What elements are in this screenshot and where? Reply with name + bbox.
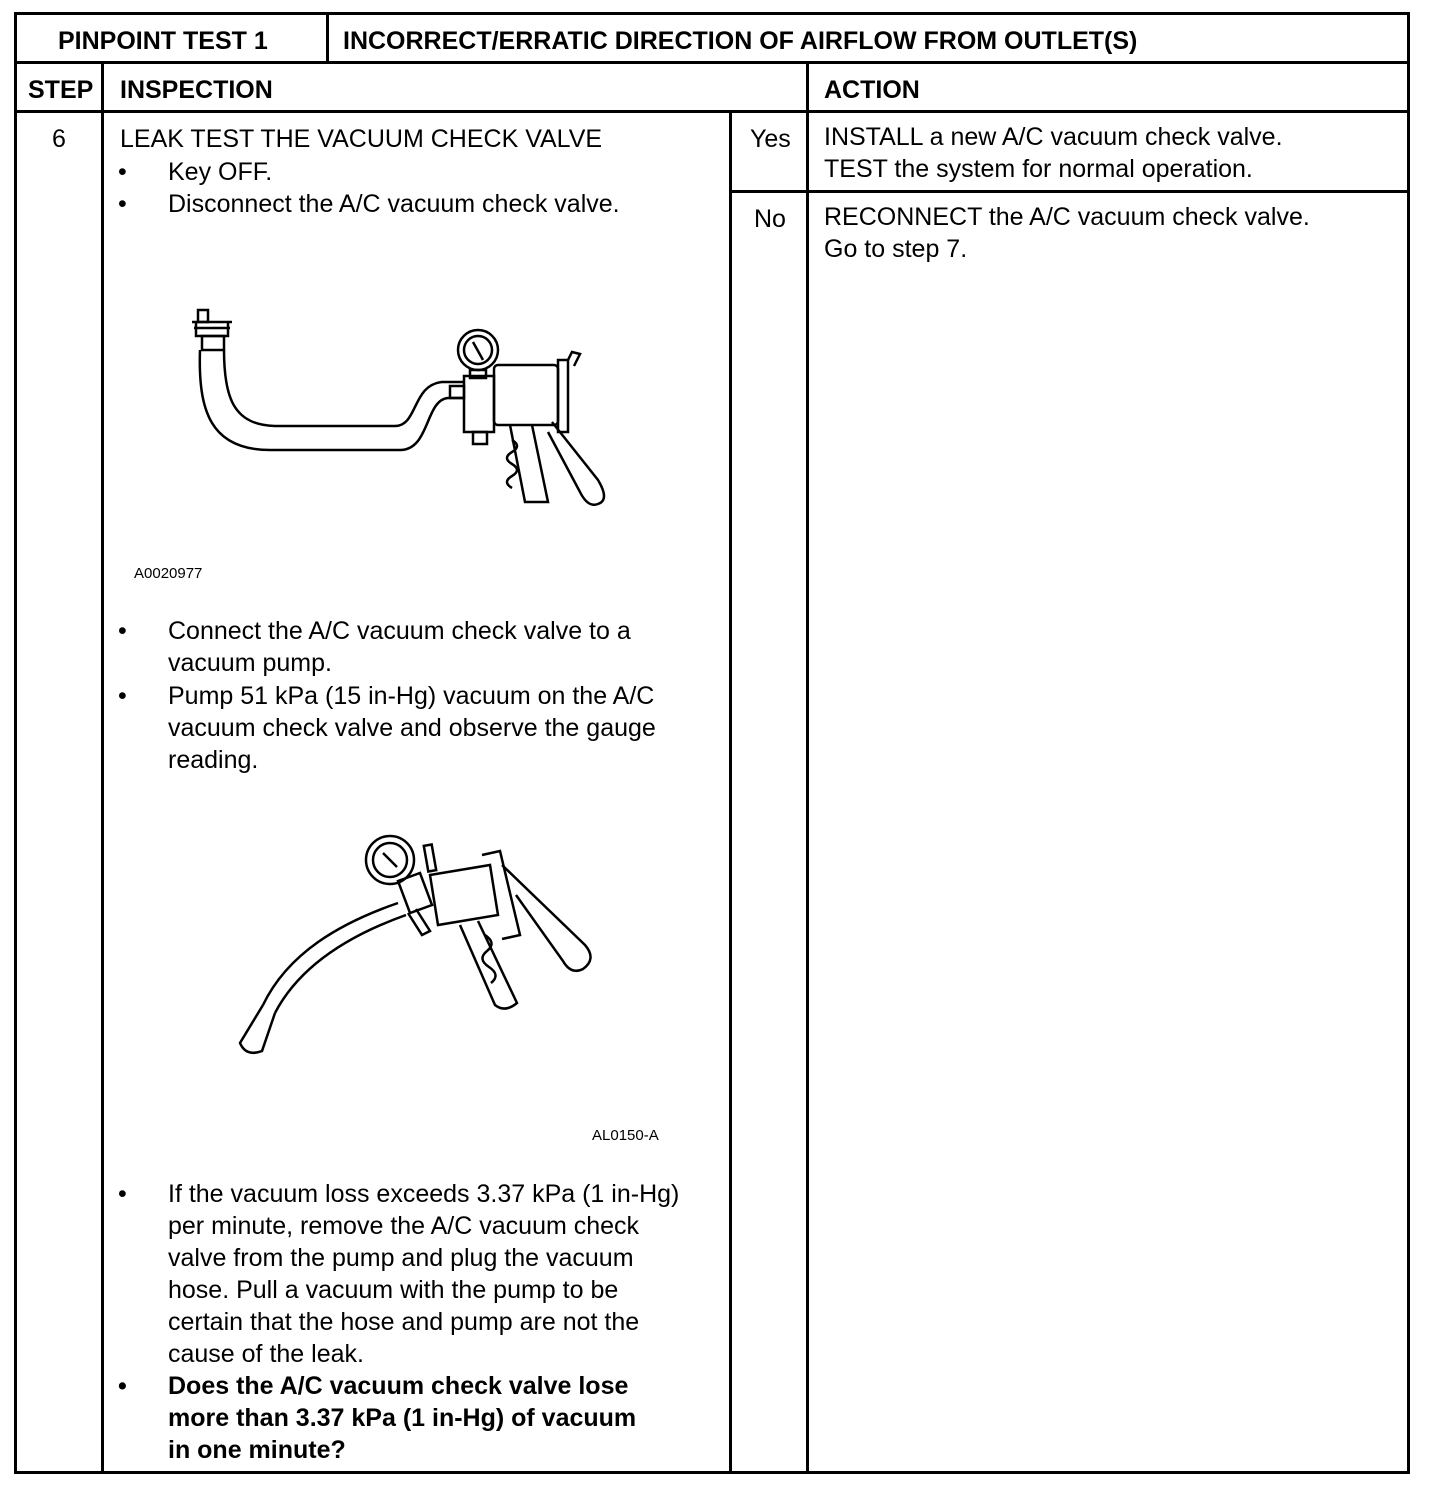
figure-2-code: AL0150-A (592, 1127, 659, 1144)
question-text: Does the A/C vacuum check valve lose more than 3.37 kPa (1 in-Hg) of vacuum in one minute? (168, 1372, 637, 1464)
check-valve-pump-illustration (180, 300, 630, 515)
inspection-column-header: INSPECTION (120, 76, 273, 104)
vacuum-pump-illustration (230, 825, 610, 1070)
step-number: 6 (52, 125, 66, 153)
bullet-mark: • (118, 617, 127, 645)
bullet-text: If the vacuum loss exceeds 3.37 kPa (1 in-Hg) per minute, remove the A/C vacuum check valve from the pump and plug the vacuum hose. Pull a vacuum with the pump to be certain that the hose and pump are not the cause of the leak. (168, 1180, 680, 1368)
bullet-text: Key OFF. (168, 158, 273, 186)
test-title: INCORRECT/ERRATIC DIRECTION OF AIRFLOW FROM OUTLET(S) (343, 27, 1138, 55)
action-yes: INSTALL a new A/C vacuum check valve. TEST the system for normal operation. (824, 123, 1283, 183)
bullet-mark: • (118, 190, 127, 218)
column-header-divider (14, 110, 1410, 113)
header-divider (14, 61, 1410, 64)
bullet-mark: • (118, 158, 127, 186)
step-title: LEAK TEST THE VACUUM CHECK VALVE (120, 125, 603, 153)
yes-no-divider (730, 190, 1410, 193)
answer-yes: Yes (750, 125, 791, 153)
test-label: PINPOINT TEST 1 (58, 27, 268, 55)
bullet-mark: • (118, 682, 127, 710)
action-col-divider (806, 62, 809, 1474)
action-column-header: ACTION (824, 76, 920, 104)
bullet-mark: • (118, 1372, 127, 1400)
bullet-text: Pump 51 kPa (15 in-Hg) vacuum on the A/C vacuum check valve and observe the gauge reading. (168, 682, 656, 774)
answer-col-divider (729, 112, 732, 1474)
answer-no: No (754, 205, 786, 233)
step-column-header: STEP (28, 76, 94, 104)
bullet-mark: • (118, 1180, 127, 1208)
bullet-text: Disconnect the A/C vacuum check valve. (168, 190, 620, 218)
action-no: RECONNECT the A/C vacuum check valve. Go to step 7. (824, 203, 1310, 263)
header-col-divider (326, 12, 329, 62)
bullet-text: Connect the A/C vacuum check valve to a vacuum pump. (168, 617, 631, 677)
step-col-divider (101, 62, 104, 1474)
figure-1-code: A0020977 (134, 565, 203, 582)
